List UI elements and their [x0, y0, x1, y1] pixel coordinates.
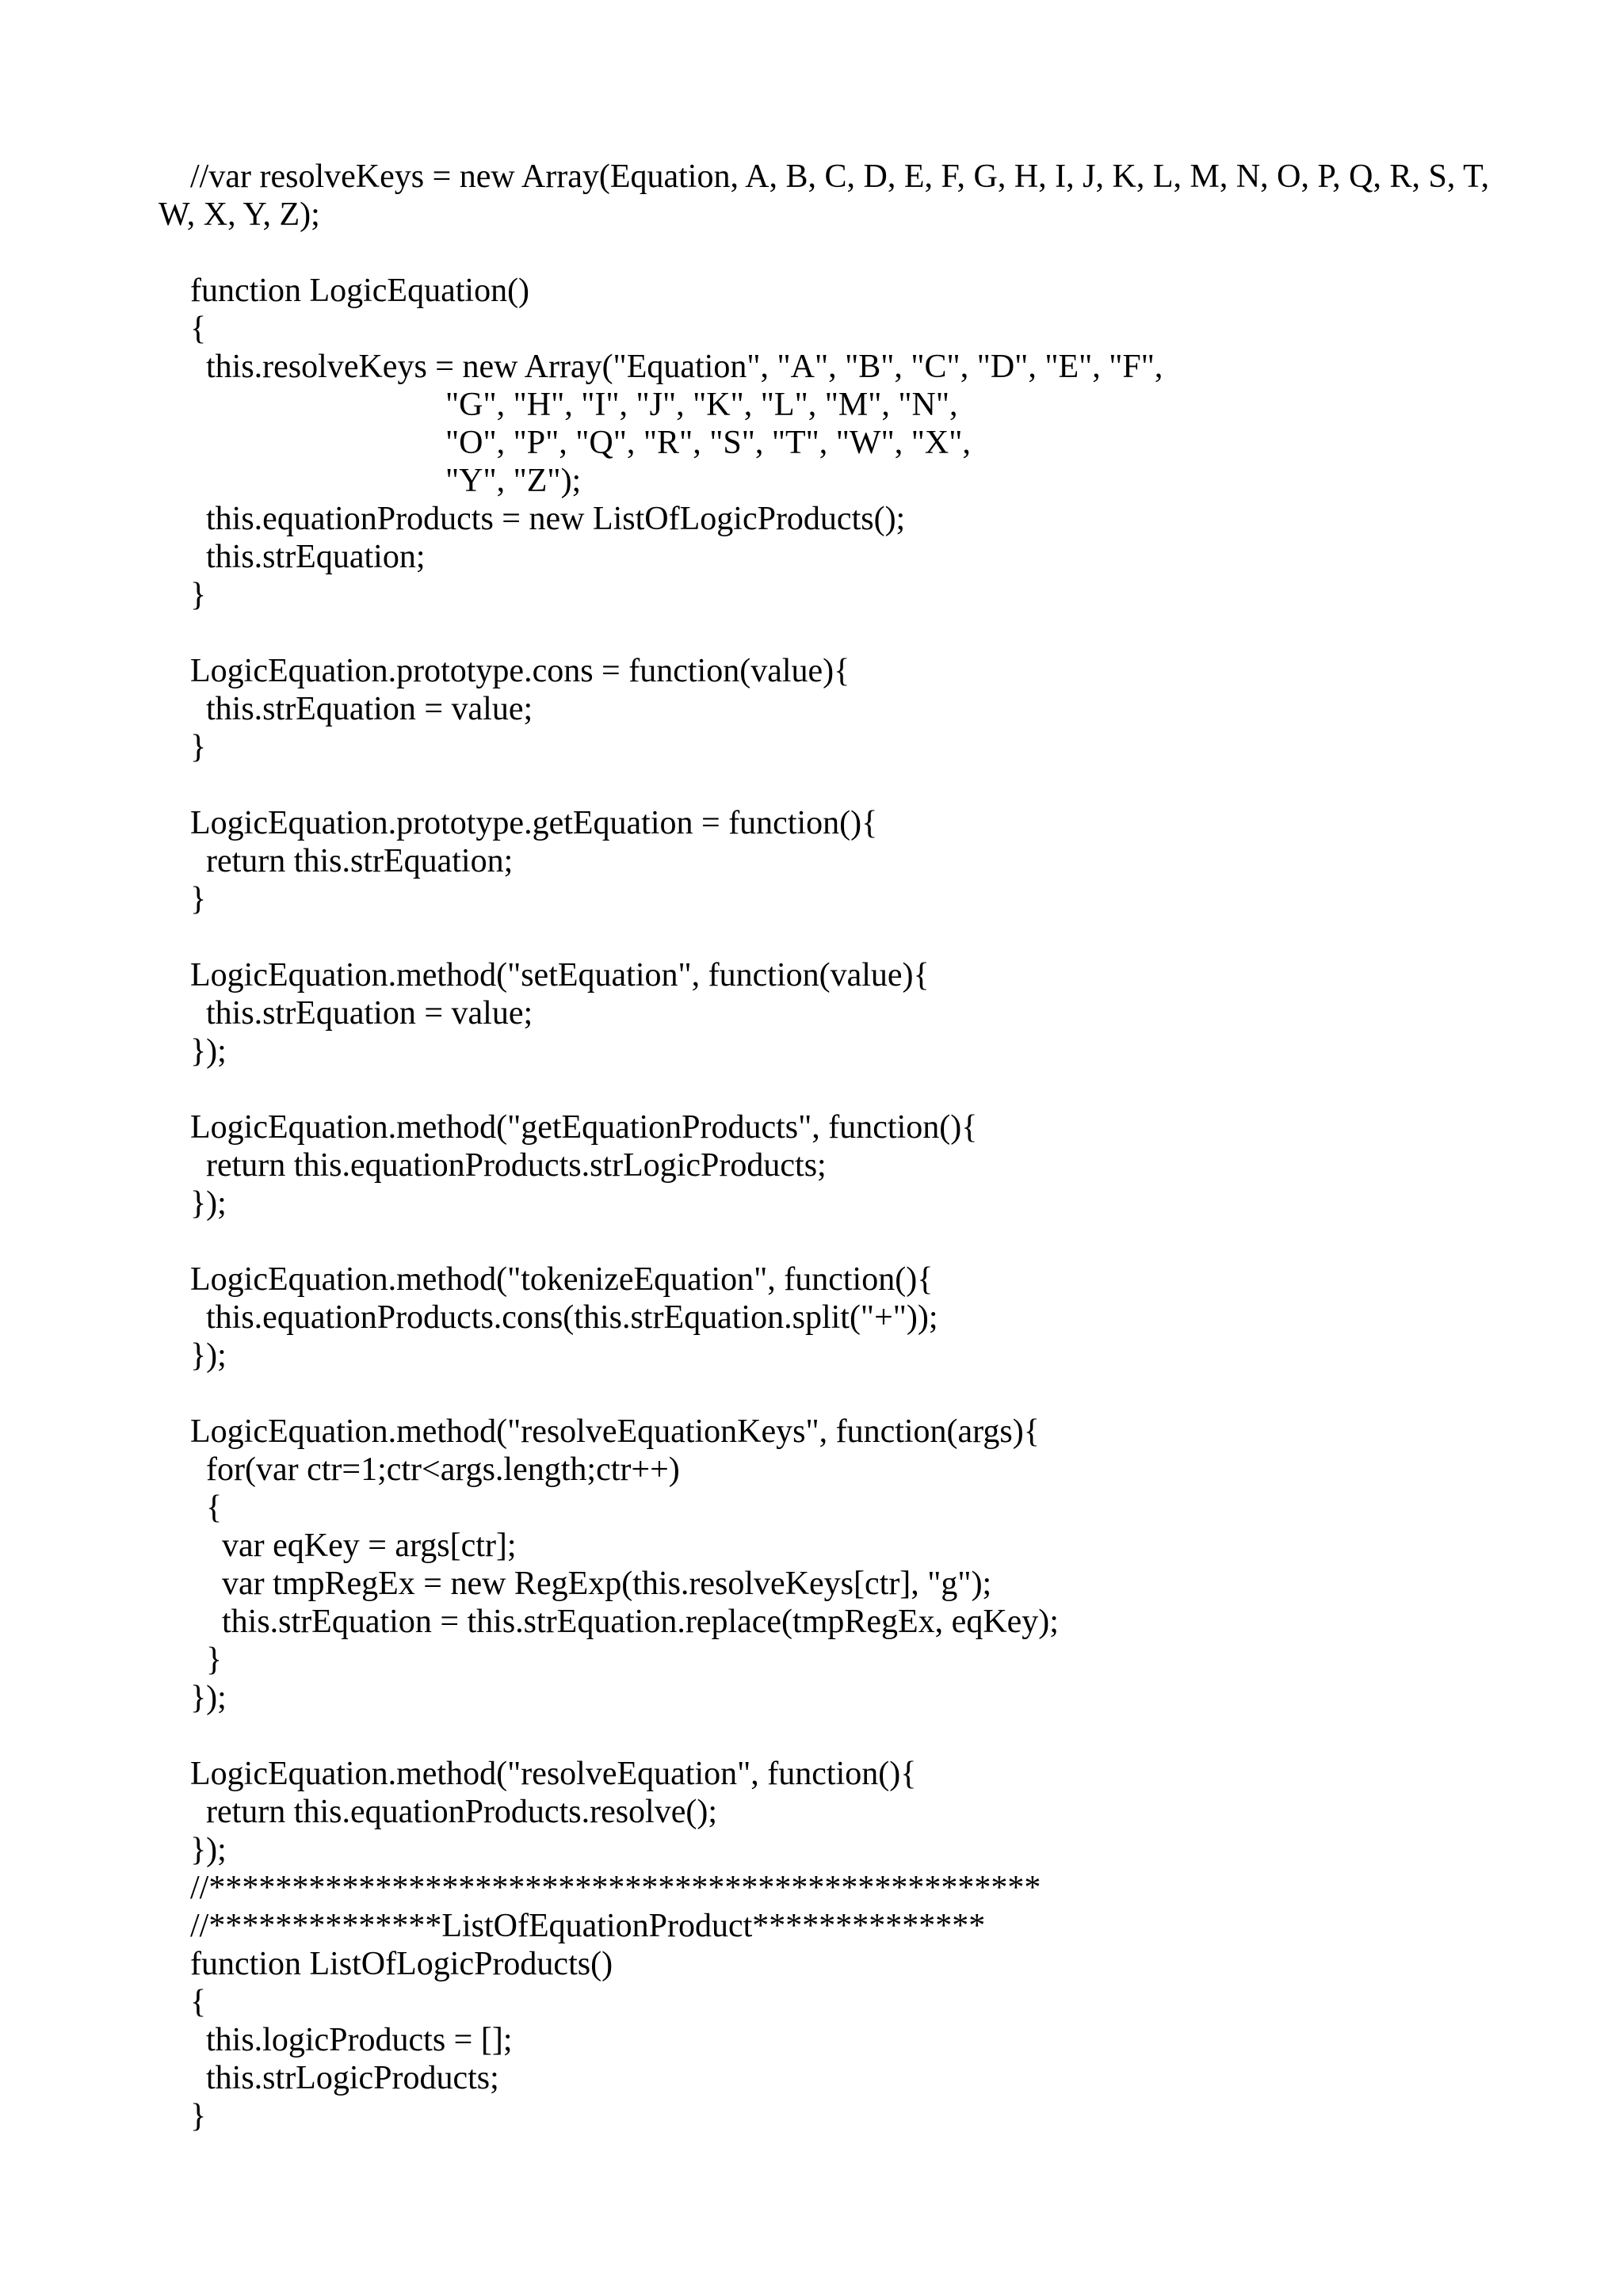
code-line-36: return this.equationProducts.resolve();	[206, 1794, 718, 1830]
code-line-16: return this.strEquation;	[206, 843, 514, 879]
code-line-18: LogicEquation.method("setEquation", function(value){	[190, 957, 930, 994]
code-line-32: this.strEquation = this.strEquation.replace(tmpRegEx, eqKey);	[222, 1604, 1059, 1640]
code-line-7: "O", "P", "Q", "R", "S", "T", "W", "X",	[445, 425, 971, 461]
code-line-17: }	[190, 881, 207, 917]
code-line-33: }	[206, 1642, 223, 1678]
code-line-35: LogicEquation.method("resolveEquation", function(){	[190, 1756, 917, 1792]
code-line-13: this.strEquation = value;	[206, 691, 533, 727]
code-line-31: var tmpRegEx = new RegExp(this.resolveKeys[ctr], "g");	[222, 1566, 992, 1602]
code-line-1: //var resolveKeys = new Array(Equation, A, B, C, D, E, F, G, H, I, J, K, L, M, N, O, P, Q, R, S, T,	[190, 158, 1490, 195]
code-line-8: "Y", "Z");	[445, 463, 582, 499]
code-line-29: {	[206, 1489, 223, 1526]
code-line-26: });	[190, 1337, 227, 1374]
code-line-23: });	[190, 1185, 227, 1222]
code-line-27: LogicEquation.method("resolveEquationKeys", function(args){	[190, 1413, 1040, 1450]
code-line-28: for(var ctr=1;ctr<args.length;ctr++)	[206, 1451, 680, 1488]
code-line-38: //**************************************************	[190, 1870, 1041, 1906]
code-line-41: {	[190, 1984, 207, 2020]
code-line-11: }	[190, 577, 207, 613]
code-line-6: "G", "H", "I", "J", "K", "L", "M", "N",	[445, 387, 958, 423]
code-line-42: this.logicProducts = [];	[206, 2022, 513, 2058]
code-line-34: });	[190, 1680, 227, 1716]
code-line-20: });	[190, 1033, 227, 1070]
code-line-22: return this.equationProducts.strLogicProducts;	[206, 1147, 827, 1184]
code-line-39: //**************ListOfEquationProduct**************	[190, 1908, 986, 1944]
code-line-19: this.strEquation = value;	[206, 995, 533, 1032]
code-line-5: this.resolveKeys = new Array("Equation", "A", "B", "C", "D", "E", "F",	[206, 349, 1163, 385]
code-line-21: LogicEquation.method("getEquationProducts", function(){	[190, 1109, 978, 1146]
code-line-3: function LogicEquation()	[190, 273, 530, 309]
code-line-15: LogicEquation.prototype.getEquation = function(){	[190, 805, 878, 841]
code-line-10: this.strEquation;	[206, 539, 426, 575]
code-line-4: {	[190, 311, 207, 347]
code-line-43: this.strLogicProducts;	[206, 2060, 499, 2096]
code-line-9: this.equationProducts = new ListOfLogicProducts();	[206, 501, 906, 537]
code-line-12: LogicEquation.prototype.cons = function(value){	[190, 653, 850, 689]
code-line-2: W, X, Y, Z);	[158, 196, 320, 233]
code-line-14: }	[190, 729, 207, 765]
code-line-37: });	[190, 1832, 227, 1868]
code-line-25: this.equationProducts.cons(this.strEquation.split("+"));	[206, 1299, 938, 1336]
code-line-30: var eqKey = args[ctr];	[222, 1527, 517, 1564]
code-line-24: LogicEquation.method("tokenizeEquation", function(){	[190, 1261, 934, 1298]
code-line-40: function ListOfLogicProducts()	[190, 1946, 613, 1982]
code-line-44: }	[190, 2098, 207, 2134]
